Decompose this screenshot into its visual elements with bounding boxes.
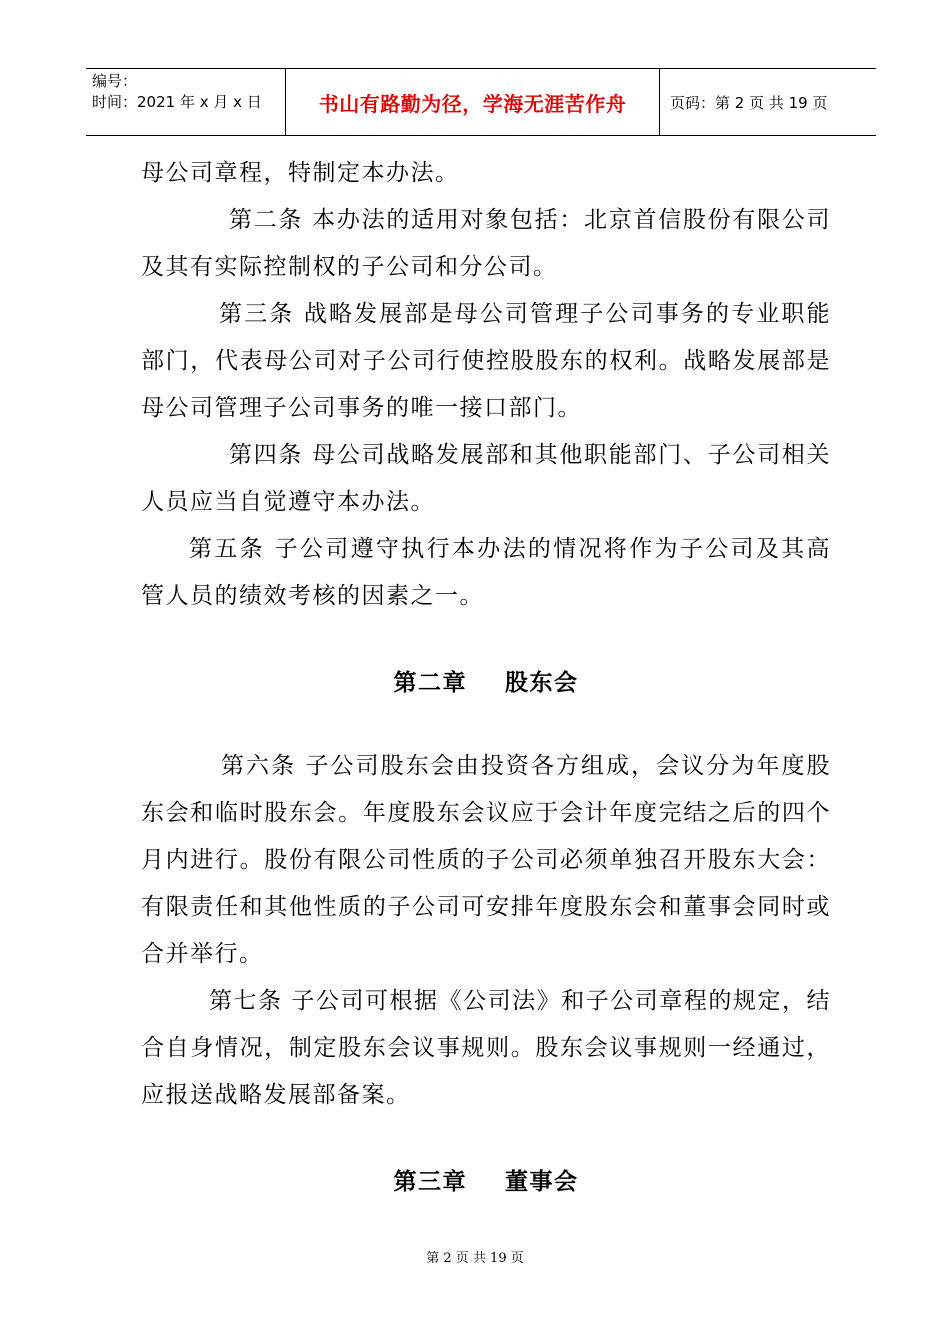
header-page-info: 页码：第 2 页 共 19 页 (670, 93, 828, 112)
header-motto: 书山有路勤为径，学海无涯苦作舟 (286, 69, 660, 135)
document-body (141, 150, 831, 1196)
article-6: 第六条 子公司股东会由投资各方组成，会议分为年度股东会和临时股东会。年度股东会议应于会计年度完结之后的四个月内进行。股份有限公司性质的子公司必须单独召开股东大会：有限责任和其他性质的子公司可安排年度股东会和董事会同时或合并举行。 (141, 753, 831, 967)
document-header (86, 68, 876, 136)
paragraph-continuation: 母公司章程，特制定本办法。 (141, 160, 460, 186)
article-7: 第七条 子公司可根据《公司法》和子公司章程的规定，结合自身情况，制定股东会议事规则。股东会议事规则一经通过，应报送战略发展部备案。 (141, 988, 831, 1108)
article-2: 第二条 本办法的适用对象包括：北京首信股份有限公司及其有实际控制权的子公司和分公司。 (141, 207, 831, 280)
chapter-3-heading: 第三章 董事会 (393, 1169, 579, 1195)
article-3: 第三条 战略发展部是母公司管理子公司事务的专业职能部门，代表母公司对子公司行使控股股东的权利。战略发展部是母公司管理子公司事务的唯一接口部门。 (141, 301, 831, 421)
article-5: 第五条 子公司遵守执行本办法的情况将作为子公司及其高管人员的绩效考核的因素之一。 (141, 536, 831, 609)
article-4: 第四条 母公司战略发展部和其他职能部门、子公司相关人员应当自觉遵守本办法。 (141, 442, 831, 515)
chapter-2-heading: 第二章 股东会 (393, 670, 579, 696)
page-footer: 第 2 页 共 19 页 (426, 1251, 524, 1266)
header-meta (86, 69, 286, 135)
document-number-label: 编号： (92, 72, 138, 90)
document-date-label: 时间：2021 年 x 月 x 日 (92, 93, 262, 111)
